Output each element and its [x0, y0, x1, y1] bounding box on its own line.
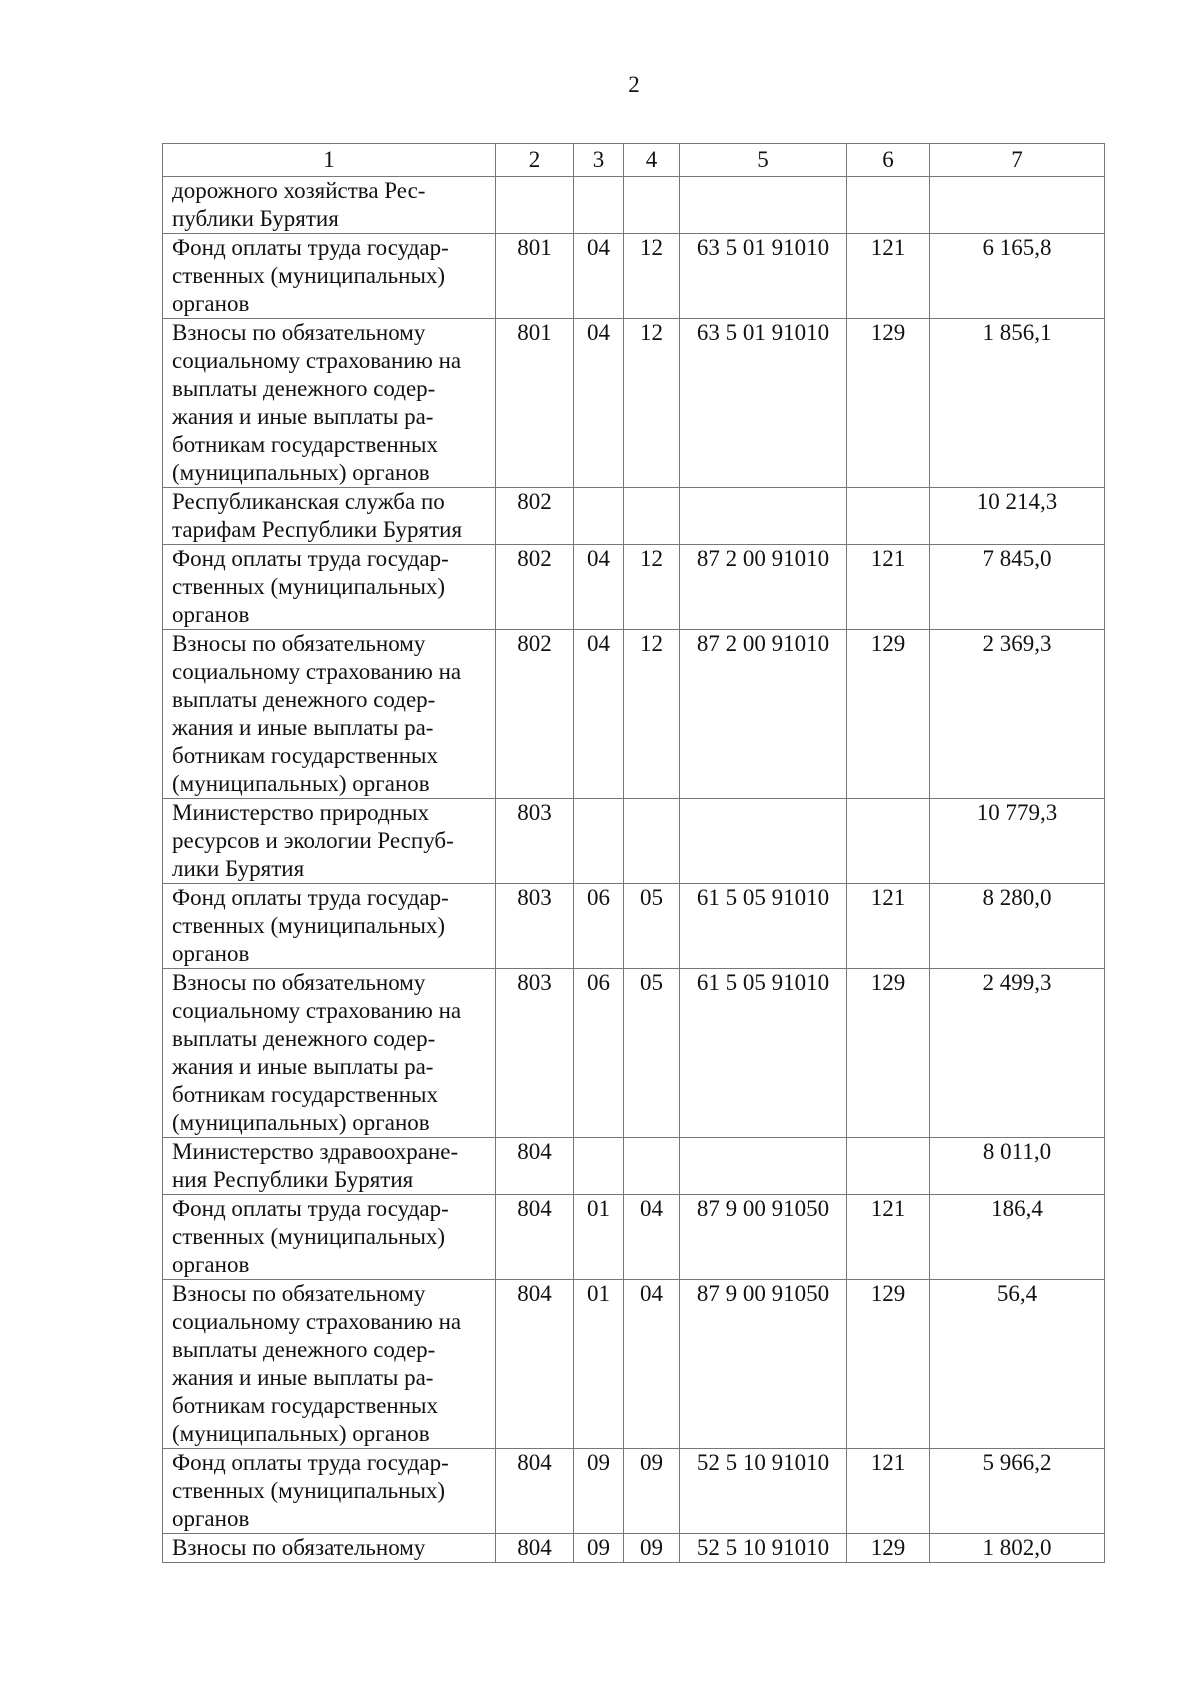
amount: 1 802,0 [982, 1535, 1052, 1560]
amount-cell [930, 177, 1105, 234]
amount-cell [930, 1195, 1105, 1280]
row-description-cell [163, 1449, 496, 1534]
subsection-code-cell [624, 177, 680, 234]
amount: 56,4 [996, 1281, 1038, 1306]
amount: 6 165,8 [982, 235, 1052, 260]
amount: 10 779,3 [976, 800, 1058, 825]
amount: 186,4 [991, 1196, 1043, 1221]
target-article-code: 63 5 01 91010 [696, 235, 830, 260]
row-description-cell [163, 1534, 496, 1563]
target-article-code-cell [680, 1138, 847, 1195]
subsection-code-cell [624, 884, 680, 969]
subsection-code: 09 [640, 1450, 663, 1475]
ministry-code: 802 [517, 546, 552, 571]
expense-type-code: 129 [870, 970, 906, 995]
subsection-code-cell [624, 488, 680, 545]
target-article-code: 87 2 00 91010 [696, 546, 830, 571]
ministry-code-cell [496, 1280, 574, 1449]
table-row [163, 1138, 1105, 1195]
section-code: 04 [587, 235, 610, 260]
section-code-cell [574, 234, 624, 319]
row-description-cell [163, 969, 496, 1138]
amount: 8 280,0 [982, 885, 1052, 910]
table-body [163, 177, 1105, 1563]
section-code-cell [574, 1138, 624, 1195]
section-code: 04 [587, 320, 610, 345]
ministry-code-cell [496, 234, 574, 319]
subsection-code-cell [624, 1138, 680, 1195]
ministry-code: 804 [517, 1535, 552, 1560]
target-article-code-cell [680, 177, 847, 234]
target-article-code: 87 2 00 91010 [696, 631, 830, 656]
expense-type-code-cell [847, 319, 930, 488]
ministry-code-cell [496, 319, 574, 488]
section-code-cell [574, 1195, 624, 1280]
subsection-code-cell [624, 1280, 680, 1449]
ministry-code-cell [496, 1534, 574, 1563]
row-description-cell [163, 630, 496, 799]
target-article-code-cell [680, 630, 847, 799]
ministry-code: 803 [517, 970, 552, 995]
row-description: Министерство природных ресурсов и экологии Респуб- лики Бурятия [172, 800, 454, 881]
target-article-code-cell [680, 884, 847, 969]
amount-cell [930, 884, 1105, 969]
amount-cell [930, 488, 1105, 545]
subsection-code: 12 [640, 235, 663, 260]
row-description: Фонд оплаты труда государ- ственных (муниципальных) органов [172, 235, 449, 316]
row-description: Фонд оплаты труда государ- ственных (муниципальных) органов [172, 1450, 449, 1531]
subsection-code: 05 [640, 885, 663, 910]
amount-cell [930, 799, 1105, 884]
table-row [163, 177, 1105, 234]
target-article-code-cell [680, 545, 847, 630]
subsection-code: 12 [640, 546, 663, 571]
expense-type-code-cell [847, 969, 930, 1138]
expense-type-code-cell [847, 488, 930, 545]
target-article-code-cell [680, 969, 847, 1138]
table-row [163, 884, 1105, 969]
amount-cell [930, 1449, 1105, 1534]
subsection-code-cell [624, 319, 680, 488]
amount: 1 856,1 [982, 320, 1052, 345]
target-article-code-cell [680, 319, 847, 488]
expense-type-code-cell [847, 1195, 930, 1280]
amount-cell [930, 630, 1105, 799]
subsection-code-cell [624, 630, 680, 799]
amount-cell [930, 319, 1105, 488]
column-header: 3 [574, 144, 624, 177]
row-description: Взносы по обязательному [172, 1535, 426, 1560]
expense-type-code: 121 [870, 885, 906, 910]
amount: 7 845,0 [982, 546, 1052, 571]
ministry-code: 804 [517, 1450, 552, 1475]
subsection-code: 09 [640, 1535, 663, 1560]
row-description-cell [163, 1195, 496, 1280]
amount: 10 214,3 [976, 489, 1058, 514]
target-article-code: 52 5 10 91010 [696, 1450, 830, 1475]
column-header: 4 [624, 144, 680, 177]
ministry-code-cell [496, 1195, 574, 1280]
amount-cell [930, 234, 1105, 319]
section-code-cell [574, 1534, 624, 1563]
ministry-code-cell [496, 884, 574, 969]
target-article-code-cell [680, 234, 847, 319]
section-code: 09 [587, 1535, 610, 1560]
row-description: Фонд оплаты труда государ- ственных (муниципальных) органов [172, 1196, 449, 1277]
amount: 2 499,3 [982, 970, 1052, 995]
table-row [163, 630, 1105, 799]
subsection-code-cell [624, 969, 680, 1138]
target-article-code: 61 5 05 91010 [696, 970, 830, 995]
expense-type-code: 129 [870, 631, 906, 656]
ministry-code-cell [496, 1138, 574, 1195]
ministry-code: 801 [517, 320, 552, 345]
table-row [163, 545, 1105, 630]
expense-type-code: 121 [870, 546, 906, 571]
expense-type-code-cell [847, 1534, 930, 1563]
expense-type-code: 121 [870, 235, 906, 260]
expense-type-code-cell [847, 884, 930, 969]
expense-type-code-cell [847, 1280, 930, 1449]
row-description: Фонд оплаты труда государ- ственных (муниципальных) органов [172, 546, 449, 627]
column-header: 1 [163, 144, 496, 177]
expense-type-code: 129 [870, 1281, 906, 1306]
target-article-code-cell [680, 1449, 847, 1534]
subsection-code-cell [624, 234, 680, 319]
row-description: дорожного хозяйства Рес- публики Бурятия [172, 178, 426, 231]
subsection-code-cell [624, 799, 680, 884]
target-article-code-cell [680, 1195, 847, 1280]
section-code-cell [574, 884, 624, 969]
subsection-code: 04 [640, 1281, 663, 1306]
section-code-cell [574, 177, 624, 234]
table-row [163, 234, 1105, 319]
row-description-cell [163, 545, 496, 630]
expense-type-code: 129 [870, 320, 906, 345]
amount: 5 966,2 [982, 1450, 1052, 1475]
row-description: Взносы по обязательному социальному страхованию на выплаты денежного содер- жания и иные выплаты ра- ботникам государственных (муниципальных) органов [172, 631, 462, 796]
section-code: 04 [587, 546, 610, 571]
table-row [163, 319, 1105, 488]
column-header: 6 [847, 144, 930, 177]
section-code-cell [574, 799, 624, 884]
table-row [163, 799, 1105, 884]
table-row [163, 1534, 1105, 1563]
section-code: 06 [587, 970, 610, 995]
target-article-code: 61 5 05 91010 [696, 885, 830, 910]
column-header: 5 [680, 144, 847, 177]
ministry-code: 803 [517, 800, 552, 825]
subsection-code-cell [624, 1449, 680, 1534]
ministry-code: 801 [517, 235, 552, 260]
row-description: Взносы по обязательному социальному страхованию на выплаты денежного содер- жания и иные выплаты ра- ботникам государственных (муниципальных) органов [172, 320, 462, 485]
expense-type-code-cell [847, 234, 930, 319]
ministry-code: 804 [517, 1281, 552, 1306]
expense-type-code: 129 [870, 1535, 906, 1560]
row-description: Взносы по обязательному социальному страхованию на выплаты денежного содер- жания и иные выплаты ра- ботникам государственных (муниципальных) органов [172, 970, 462, 1135]
row-description: Взносы по обязательному социальному страхованию на выплаты денежного содер- жания и иные выплаты ра- ботникам государственных (муниципальных) органов [172, 1281, 462, 1446]
table-row [163, 1195, 1105, 1280]
target-article-code-cell [680, 799, 847, 884]
expense-type-code: 121 [870, 1450, 906, 1475]
row-description: Республиканская служба по тарифам Республики Бурятия [172, 489, 463, 542]
amount-cell [930, 545, 1105, 630]
section-code-cell [574, 1449, 624, 1534]
subsection-code: 12 [640, 631, 663, 656]
expense-type-code-cell [847, 799, 930, 884]
ministry-code-cell [496, 799, 574, 884]
expense-type-code-cell [847, 1138, 930, 1195]
ministry-code-cell [496, 1449, 574, 1534]
section-code: 04 [587, 631, 610, 656]
page-number: 2 [628, 72, 640, 97]
header-row [163, 144, 1105, 177]
section-code-cell [574, 1280, 624, 1449]
ministry-code-cell [496, 630, 574, 799]
ministry-code-cell [496, 545, 574, 630]
target-article-code: 87 9 00 91050 [696, 1196, 830, 1221]
column-header: 7 [930, 144, 1105, 177]
row-description-cell [163, 1138, 496, 1195]
table-row [163, 1449, 1105, 1534]
expense-type-code-cell [847, 545, 930, 630]
section-code: 09 [587, 1450, 610, 1475]
row-description-cell [163, 884, 496, 969]
budget-table [162, 143, 1105, 1563]
target-article-code: 52 5 10 91010 [696, 1535, 830, 1560]
ministry-code: 804 [517, 1139, 552, 1164]
section-code: 01 [587, 1281, 610, 1306]
row-description-cell [163, 488, 496, 545]
subsection-code-cell [624, 1534, 680, 1563]
ministry-code-cell [496, 969, 574, 1138]
section-code: 06 [587, 885, 610, 910]
amount: 8 011,0 [982, 1139, 1052, 1164]
expense-type-code-cell [847, 1449, 930, 1534]
subsection-code-cell [624, 1195, 680, 1280]
section-code-cell [574, 488, 624, 545]
ministry-code: 802 [517, 489, 552, 514]
section-code: 01 [587, 1196, 610, 1221]
amount-cell [930, 969, 1105, 1138]
amount: 2 369,3 [982, 631, 1052, 656]
column-header: 2 [496, 144, 574, 177]
target-article-code: 87 9 00 91050 [696, 1281, 830, 1306]
expense-type-code-cell [847, 630, 930, 799]
target-article-code-cell [680, 1534, 847, 1563]
amount-cell [930, 1138, 1105, 1195]
row-description: Министерство здравоохране- ния Республики Бурятия [172, 1139, 459, 1192]
row-description-cell [163, 234, 496, 319]
expense-type-code: 121 [870, 1196, 906, 1221]
row-description-cell [163, 799, 496, 884]
section-code-cell [574, 969, 624, 1138]
table-row [163, 969, 1105, 1138]
target-article-code: 63 5 01 91010 [696, 320, 830, 345]
ministry-code-cell [496, 177, 574, 234]
table-row [163, 488, 1105, 545]
section-code-cell [574, 630, 624, 799]
row-description-cell [163, 319, 496, 488]
row-description-cell [163, 1280, 496, 1449]
ministry-code: 803 [517, 885, 552, 910]
expense-type-code-cell [847, 177, 930, 234]
subsection-code: 12 [640, 320, 663, 345]
amount-cell [930, 1280, 1105, 1449]
table-row [163, 1280, 1105, 1449]
target-article-code-cell [680, 1280, 847, 1449]
ministry-code: 804 [517, 1196, 552, 1221]
ministry-code-cell [496, 488, 574, 545]
target-article-code-cell [680, 488, 847, 545]
section-code-cell [574, 545, 624, 630]
section-code-cell [574, 319, 624, 488]
subsection-code-cell [624, 545, 680, 630]
subsection-code: 04 [640, 1196, 663, 1221]
ministry-code: 802 [517, 631, 552, 656]
row-description-cell [163, 177, 496, 234]
row-description: Фонд оплаты труда государ- ственных (муниципальных) органов [172, 885, 449, 966]
subsection-code: 05 [640, 970, 663, 995]
amount-cell [930, 1534, 1105, 1563]
